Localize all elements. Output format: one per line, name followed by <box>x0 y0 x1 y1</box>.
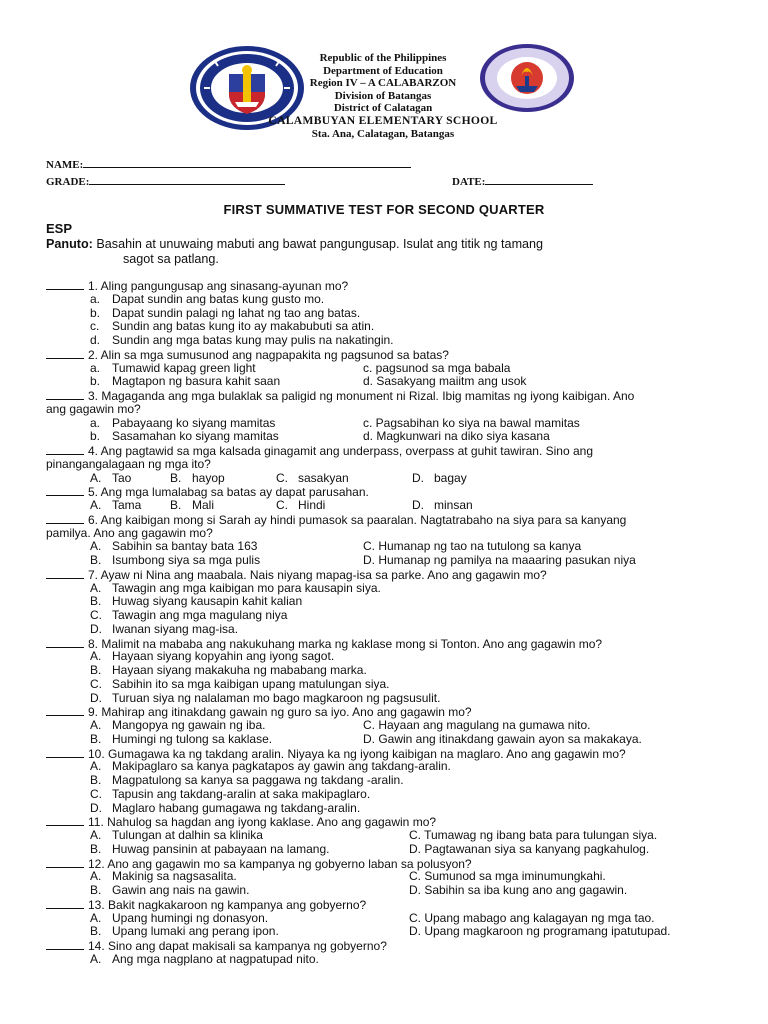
question-stem-row <box>46 815 720 829</box>
answer-option <box>409 912 655 926</box>
option-text: sasakyan <box>298 470 349 485</box>
answer-blank[interactable] <box>46 279 84 290</box>
question-text: 7. Ayaw ni Nina ang maabala. Nais niyang mapag-isa sa parke. Ano ang gagawin mo? <box>88 567 547 582</box>
answer-option <box>363 540 581 554</box>
option-text: Sundin ang mga batas kung may pulis na nakatingin. <box>112 333 394 347</box>
answer-option <box>90 375 280 389</box>
option-text: Sabihin sa bantay bata 163 <box>112 539 258 554</box>
question-stem-row <box>46 747 720 761</box>
option-text: Tao <box>112 470 132 485</box>
option-text: Magtapon ng basura kahit saan <box>112 374 281 389</box>
option-text: Upang humingi ng donasyon. <box>112 910 269 925</box>
option-row <box>46 582 720 596</box>
option-text: Sabihin ito sa mga kaibigan upang matulungan siya. <box>112 676 390 691</box>
option-text: Mali <box>192 498 215 512</box>
school-header <box>200 52 566 140</box>
answer-blank[interactable] <box>46 747 84 758</box>
option-letter: C. <box>90 608 102 622</box>
answer-option <box>90 650 334 664</box>
option-letter: a. <box>90 291 101 306</box>
option-letter: C. <box>276 498 288 512</box>
option-letter: A. <box>90 498 102 512</box>
option-text: bagay <box>434 470 467 485</box>
option-letter: a. <box>90 415 101 430</box>
question-text: 5. Ang mga lumalabag sa batas ay dapat parusahan. <box>88 485 369 500</box>
option-row <box>46 953 720 967</box>
option-text: C. Humanap ng tao na tutulong sa kanya <box>363 539 582 554</box>
answer-option <box>276 472 349 486</box>
answer-option <box>90 499 141 513</box>
answer-option <box>90 664 367 678</box>
question-stem-row <box>46 403 720 417</box>
answer-option <box>90 884 249 898</box>
option-row <box>46 293 720 307</box>
answer-option <box>90 719 265 733</box>
option-letter: A. <box>90 869 102 884</box>
option-row <box>46 760 720 774</box>
option-text: C. Hayaan ang magulang na gumawa nito. <box>363 718 591 732</box>
option-letter: b. <box>90 374 101 389</box>
school-address: Sta. Ana, Calatagan, Batangas <box>311 127 455 140</box>
answer-option <box>90 320 374 334</box>
option-text: D. Pagtawanan siya sa kanyang pagkahulog. <box>409 841 650 856</box>
option-letter: A. <box>90 470 102 485</box>
answer-option <box>90 912 268 926</box>
answer-blank[interactable] <box>46 705 84 716</box>
option-letter: C. <box>90 786 102 801</box>
option-text: Tawagin ang mga magulang niya <box>112 608 288 622</box>
question-text: 1. Aling pangungusap ang sinasang-ayunan mo? <box>88 279 349 293</box>
answer-option <box>363 733 642 747</box>
answer-option <box>412 472 467 486</box>
option-letter: B. <box>90 731 102 746</box>
name-blank[interactable] <box>83 157 411 168</box>
option-letter: A. <box>90 759 102 774</box>
option-letter: D. <box>90 621 102 636</box>
option-text: Makipaglaro sa kanya pagkatapos ay gawin ang takdang-aralin. <box>112 759 451 774</box>
option-row <box>46 843 720 857</box>
instructions-line-2: sagot sa patlang. <box>123 252 219 266</box>
option-letter: A. <box>90 539 102 554</box>
option-letter: B. <box>90 883 102 897</box>
option-row <box>46 719 720 733</box>
option-text: Upang lumaki ang perang ipon. <box>112 924 279 939</box>
answer-option <box>363 554 636 568</box>
answer-option <box>90 595 302 609</box>
option-text: hayop <box>192 470 225 485</box>
answer-option <box>363 375 526 389</box>
date-field <box>452 174 593 188</box>
option-text: Hayaan siyang kopyahin ang iyong sagot. <box>112 649 335 664</box>
option-text: minsan <box>434 498 473 512</box>
answer-option <box>363 362 510 376</box>
question-stem-row <box>46 389 720 403</box>
answer-option <box>90 802 360 816</box>
option-row <box>46 870 720 884</box>
option-text: Makinig sa nagsasalita. <box>112 869 237 884</box>
option-letter: A. <box>90 828 102 842</box>
question-stem-row <box>46 568 720 582</box>
option-text: Sasamahan ko siyang mamitas <box>112 429 279 444</box>
answer-option <box>276 499 325 513</box>
answer-option <box>90 733 272 747</box>
option-letter: B. <box>90 924 102 939</box>
option-letter: d. <box>90 333 101 347</box>
answer-option <box>90 678 390 692</box>
option-row <box>46 912 720 926</box>
answer-option <box>409 870 606 884</box>
option-row <box>46 884 720 898</box>
option-row <box>46 417 720 431</box>
option-letter: C. <box>276 470 288 485</box>
option-row <box>46 664 720 678</box>
instructions-label: Panuto: <box>46 237 93 251</box>
answer-option <box>90 609 287 623</box>
question-stem-row <box>46 279 720 293</box>
option-text: Huwag pansinin at pabayaan na lamang. <box>112 841 330 856</box>
answer-option <box>90 843 330 857</box>
option-row <box>46 554 720 568</box>
option-letter: B. <box>90 594 102 609</box>
answer-option <box>90 788 370 802</box>
question-text: pinangangalagaan ng mga ito? <box>46 456 211 471</box>
option-text: d. Sasakyang maiitm ang usok <box>363 374 527 389</box>
school-name: CALAMBUYAN ELEMENTARY SCHOOL <box>268 113 498 127</box>
instructions-line-1: Basahin at unuwaing mabuti ang bawat pangungusap. Isulat ang titik ng tamang <box>96 237 544 251</box>
question-text: 11. Nahulog sa hagdan ang iyong kaklase. Ano ang gagawin mo? <box>88 815 437 830</box>
option-letter: D. <box>412 498 424 512</box>
option-letter: A. <box>90 910 102 925</box>
answer-option <box>90 307 360 321</box>
option-text: C. Upang mabago ang kalagayan ng mga tao. <box>409 910 655 925</box>
answer-option <box>90 334 394 348</box>
option-text: Dapat sundin ang batas kung gusto mo. <box>112 291 325 306</box>
test-title: FIRST SUMMATIVE TEST FOR SECOND QUARTER <box>223 202 545 217</box>
question-text: 12. Ano ang gagawin mo sa kampanya ng gobyerno laban sa polusyon? <box>88 856 472 871</box>
answer-blank[interactable] <box>46 513 84 524</box>
grade-field <box>46 174 285 188</box>
question-text: 14. Sino ang dapat makisali sa kampanya ng gobyerno? <box>88 939 387 953</box>
question-text: 4. Ang pagtawid sa mga kalsada ginagamit ang underpass, overpass at guhit tawiran. Sino ang <box>88 444 593 458</box>
option-row <box>46 774 720 788</box>
option-text: Tumawid kapag green light <box>112 360 256 375</box>
option-row <box>46 609 720 623</box>
district-line: District of Calatagan <box>333 102 433 115</box>
answer-option <box>409 829 657 843</box>
option-letter: D. <box>90 800 102 815</box>
division-line: Division of Batangas <box>334 89 432 102</box>
option-text: c. Pagsabihan ko siya na bawal mamitas <box>363 415 580 430</box>
option-letter: b. <box>90 305 101 320</box>
answer-option <box>90 925 279 939</box>
option-text: Tama <box>112 498 142 512</box>
answer-blank[interactable] <box>46 485 84 496</box>
question-stem-row <box>46 485 720 499</box>
answer-option <box>90 582 381 596</box>
option-letter: B. <box>90 663 102 677</box>
answer-blank[interactable] <box>46 637 84 648</box>
option-text: Turuan siya ng nalalaman mo bago magkaroon ng pagsusulit. <box>112 690 441 705</box>
answer-blank[interactable] <box>46 389 84 400</box>
question-text: 8. Malimit na mababa ang nakukuhang marka ng kaklase mong si Tonton. Ano ang gagawin mo? <box>88 636 603 651</box>
option-text: Magpatulong sa kanya sa paggawa ng takdang -aralin. <box>112 773 404 787</box>
answer-option <box>363 417 580 431</box>
option-row <box>46 733 720 747</box>
question-text: 2. Alin sa mga sumusunod ang nagpapakita ng pagsunod sa batas? <box>88 347 449 362</box>
grade-label: GRADE: <box>46 176 90 188</box>
option-letter: B. <box>170 470 182 485</box>
grade-blank[interactable] <box>89 174 285 185</box>
name-field <box>46 157 411 171</box>
subject-label: ESP <box>46 221 73 236</box>
question-text: 10. Gumagawa ka ng takdang aralin. Niyaya ka ng iyong kaibigan na maglaro. Ano ang gagawin mo? <box>88 746 626 761</box>
question-stem-row <box>46 513 720 527</box>
option-row <box>46 692 720 706</box>
option-letter: a. <box>90 360 101 375</box>
answer-blank[interactable] <box>46 444 84 455</box>
question-text: pamilya. Ano ang gagawin mo? <box>46 525 213 540</box>
option-letter: A. <box>90 580 102 595</box>
answer-option <box>90 760 451 774</box>
question-stem-row <box>46 705 720 719</box>
question-list <box>46 279 720 967</box>
option-text: Hindi <box>298 498 326 512</box>
answer-option <box>409 884 627 898</box>
option-text: D. Upang magkaroon ng programang ipatutupad. <box>409 924 671 939</box>
answer-blank[interactable] <box>46 815 84 826</box>
option-letter: C. <box>90 676 102 691</box>
option-row <box>46 802 720 816</box>
option-letter: B. <box>90 553 102 567</box>
question-stem-row <box>46 637 720 651</box>
option-row <box>46 499 720 513</box>
option-text: D. Sabihin sa iba kung ano ang gagawin. <box>409 883 628 897</box>
option-row <box>46 623 720 637</box>
option-letter: D. <box>90 690 102 705</box>
answer-option <box>90 623 238 637</box>
date-blank[interactable] <box>485 174 593 185</box>
option-row <box>46 788 720 802</box>
answer-option <box>90 870 237 884</box>
option-text: c. pagsunod sa mga babala <box>363 360 511 375</box>
option-row <box>46 650 720 664</box>
answer-option <box>90 540 257 554</box>
answer-blank[interactable] <box>46 857 84 868</box>
option-letter: B. <box>90 773 102 787</box>
answer-blank[interactable] <box>46 939 84 950</box>
answer-option <box>90 417 275 431</box>
option-text: Tawagin ang mga kaibigan mo para kausapin siya. <box>112 580 381 595</box>
date-label: DATE: <box>452 176 486 188</box>
question-text: 3. Magaganda ang mga bulaklak sa paligid ng monument ni Rizal. Ibig mamitas ng iyong kaibigan. Ano <box>88 389 635 403</box>
answer-option <box>90 430 279 444</box>
answer-option <box>363 430 550 444</box>
option-text: C. Sumunod sa mga iminumungkahi. <box>409 869 606 884</box>
answer-option <box>412 499 473 513</box>
answer-option <box>90 554 260 568</box>
option-text: Maglaro habang gumagawa ng takdang-aralin. <box>112 800 361 815</box>
option-letter: c. <box>90 319 100 334</box>
option-letter: A. <box>90 718 102 732</box>
option-row <box>46 375 720 389</box>
option-letter: A. <box>90 951 102 966</box>
option-row <box>46 678 720 692</box>
question-stem-row <box>46 939 720 953</box>
option-text: Mangopya ng gawain ng iba. <box>112 718 266 732</box>
instructions <box>46 237 543 267</box>
answer-option <box>90 293 324 307</box>
option-row <box>46 472 720 486</box>
option-text: d. Magkunwari na diko siya kasana <box>363 429 550 444</box>
option-letter: b. <box>90 429 101 444</box>
question-stem-row <box>46 527 720 541</box>
option-row <box>46 334 720 348</box>
option-text: Ang mga nagplano at nagpatupad nito. <box>112 951 319 966</box>
answer-blank[interactable] <box>46 898 84 909</box>
answer-blank[interactable] <box>46 568 84 579</box>
option-text: Iwanan siyang mag-isa. <box>112 621 239 636</box>
option-text: Sundin ang batas kung ito ay makabubuti sa atin. <box>112 319 375 334</box>
option-text: Dapat sundin palagi ng lahat ng tao ang batas. <box>112 305 361 320</box>
option-text: Huwag siyang kausapin kahit kalian <box>112 594 303 609</box>
option-text: D. Humanap ng pamilya na maaaring pasukan niya <box>363 553 636 567</box>
question-stem-row <box>46 898 720 912</box>
answer-blank[interactable] <box>46 348 84 359</box>
answer-option <box>90 953 319 967</box>
option-text: Tulungan at dalhin sa klinika <box>112 828 263 842</box>
option-text: Pabayaang ko siyang mamitas <box>112 415 276 430</box>
option-text: D. Gawin ang itinakdang gawain ayon sa makakaya. <box>363 731 642 746</box>
answer-option <box>90 472 131 486</box>
option-letter: B. <box>90 841 102 856</box>
question-text: 13. Bakit nagkakaroon ng kampanya ang gobyerno? <box>88 897 367 912</box>
option-row <box>46 540 720 554</box>
answer-option <box>409 925 671 939</box>
name-label: NAME: <box>46 159 84 171</box>
answer-option <box>90 829 263 843</box>
option-row <box>46 430 720 444</box>
option-row <box>46 829 720 843</box>
option-text: Hayaan siyang makakuha ng mababang marka. <box>112 663 367 677</box>
option-row <box>46 595 720 609</box>
option-letter: D. <box>412 470 424 485</box>
option-row <box>46 925 720 939</box>
option-text: C. Tumawag ng ibang bata para tulungan siya. <box>409 828 658 842</box>
answer-option <box>90 692 440 706</box>
question-text: ang gagawin mo? <box>46 401 141 416</box>
question-text: 9. Mahirap ang itinakdang gawain ng guro sa iyo. Ano ang gagawin mo? <box>88 705 472 720</box>
option-row <box>46 320 720 334</box>
option-text: Gawin ang nais na gawin. <box>112 883 250 897</box>
question-stem-row <box>46 348 720 362</box>
question-stem-row <box>46 857 720 871</box>
answer-option <box>170 499 214 513</box>
question-stem-row <box>46 458 720 472</box>
option-text: Humingi ng tulong sa kaklase. <box>112 731 273 746</box>
answer-option <box>170 472 225 486</box>
answer-option <box>363 719 590 733</box>
answer-option <box>90 774 404 788</box>
department-line: Department of Education <box>323 64 443 77</box>
question-text: 6. Ang kaibigan mong si Sarah ay hindi pumasok sa paaralan. Nagtatrabaho na siya para sa kanyang <box>88 512 627 527</box>
option-letter: A. <box>90 649 102 664</box>
option-row <box>46 362 720 376</box>
region-line: Region IV – A CALABARZON <box>309 77 457 90</box>
question-stem-row <box>46 444 720 458</box>
option-letter: B. <box>170 498 182 512</box>
option-row <box>46 307 720 321</box>
option-text: Isumbong siya sa mga pulis <box>112 553 261 567</box>
answer-option <box>409 843 649 857</box>
republic-line: Republic of the Philippines <box>319 52 447 64</box>
option-text: Tapusin ang takdang-aralin at saka makipaglaro. <box>112 786 371 801</box>
answer-option <box>90 362 256 376</box>
